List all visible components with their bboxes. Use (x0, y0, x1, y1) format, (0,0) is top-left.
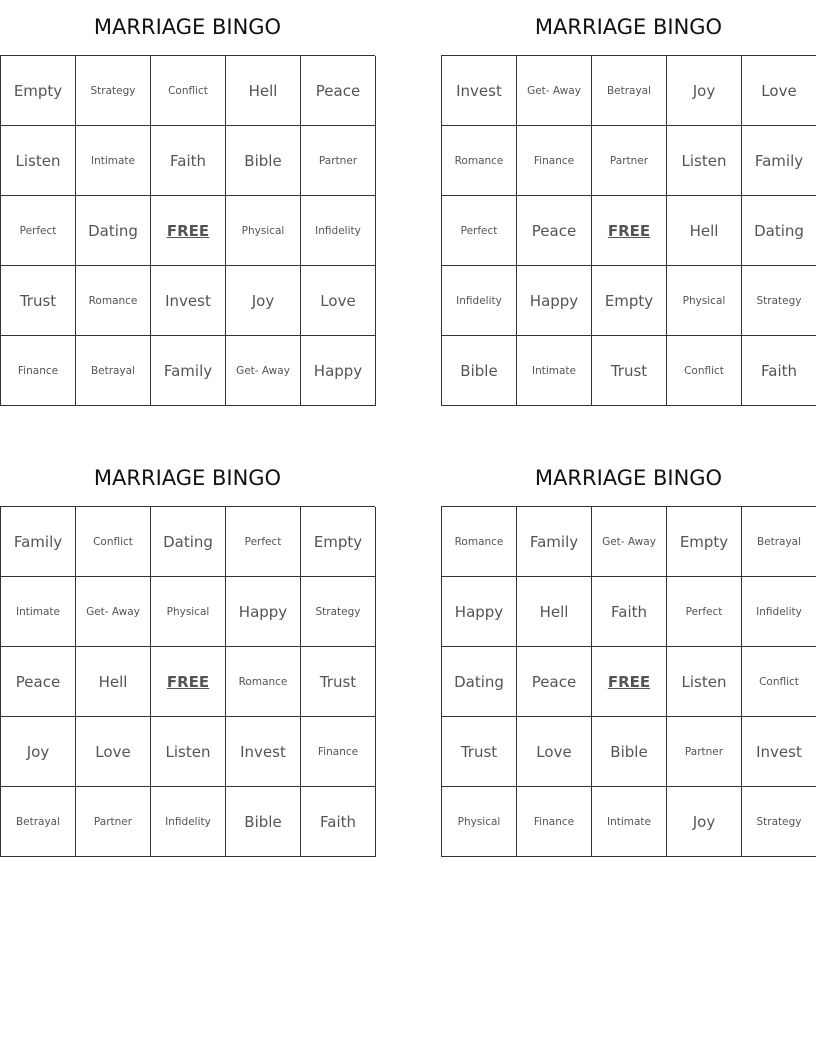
bingo-cell: Faith (592, 577, 667, 647)
bingo-card (0, 461, 375, 857)
bingo-cell: Get- Away (76, 577, 151, 647)
bingo-cell: Perfect (667, 577, 742, 647)
bingo-cell: Joy (226, 266, 301, 336)
bingo-cell: Peace (517, 647, 592, 717)
bingo-cell: Perfect (226, 507, 301, 577)
bingo-grid (441, 55, 816, 406)
free-space-cell: FREE (592, 647, 667, 717)
bingo-cell: Peace (517, 196, 592, 266)
free-space-cell: FREE (151, 196, 226, 266)
bingo-cell: Partner (592, 126, 667, 196)
bingo-cell: Peace (1, 647, 76, 717)
bingo-cell: Perfect (442, 196, 517, 266)
bingo-cell: Hell (517, 577, 592, 647)
bingo-cell: Bible (226, 787, 301, 857)
bingo-cell: Perfect (1, 196, 76, 266)
bingo-cell: Romance (226, 647, 301, 717)
card-title: MARRIAGE BINGO (93, 15, 282, 39)
bingo-cell: Romance (442, 507, 517, 577)
bingo-cell: Strategy (742, 787, 816, 857)
bingo-cell: Get- Away (592, 507, 667, 577)
bingo-cell: Listen (1, 126, 76, 196)
bingo-cell: Betrayal (592, 56, 667, 126)
bingo-cell: Physical (667, 266, 742, 336)
bingo-cell: Bible (442, 336, 517, 406)
bingo-cell: Bible (226, 126, 301, 196)
card-title: MARRIAGE BINGO (93, 466, 282, 490)
bingo-cell: Family (517, 507, 592, 577)
bingo-cell: Love (517, 717, 592, 787)
bingo-grid (441, 506, 816, 857)
bingo-cell: Listen (151, 717, 226, 787)
bingo-cell: Joy (667, 56, 742, 126)
bingo-cell: Physical (151, 577, 226, 647)
bingo-cell: Intimate (517, 336, 592, 406)
bingo-cell: Trust (442, 717, 517, 787)
bingo-cell: Trust (592, 336, 667, 406)
free-space-cell: FREE (151, 647, 226, 717)
bingo-cell: Infidelity (151, 787, 226, 857)
bingo-cell: Finance (517, 126, 592, 196)
bingo-cell: Intimate (592, 787, 667, 857)
bingo-cell: Listen (667, 126, 742, 196)
bingo-cell: Partner (76, 787, 151, 857)
bingo-cell: Get- Away (517, 56, 592, 126)
bingo-cell: Partner (667, 717, 742, 787)
bingo-cell: Bible (592, 717, 667, 787)
bingo-cell: Betrayal (742, 507, 816, 577)
bingo-cell: Dating (151, 507, 226, 577)
bingo-cell: Empty (592, 266, 667, 336)
bingo-cell: Intimate (76, 126, 151, 196)
bingo-cell: Invest (226, 717, 301, 787)
bingo-cell: Faith (742, 336, 816, 406)
bingo-cell: Happy (442, 577, 517, 647)
bingo-cell: Listen (667, 647, 742, 717)
bingo-cell: Physical (442, 787, 517, 857)
bingo-cell: Get- Away (226, 336, 301, 406)
bingo-cell: Invest (442, 56, 517, 126)
bingo-cell: Infidelity (742, 577, 816, 647)
bingo-cell: Hell (76, 647, 151, 717)
bingo-cell: Strategy (742, 266, 816, 336)
bingo-cell: Empty (301, 507, 376, 577)
bingo-cell: Love (301, 266, 376, 336)
bingo-cell: Finance (1, 336, 76, 406)
bingo-card (441, 10, 816, 406)
bingo-cell: Conflict (667, 336, 742, 406)
bingo-cell: Family (742, 126, 816, 196)
bingo-cell: Betrayal (1, 787, 76, 857)
bingo-cell: Romance (442, 126, 517, 196)
bingo-cell: Peace (301, 56, 376, 126)
bingo-cell: Physical (226, 196, 301, 266)
bingo-cell: Joy (667, 787, 742, 857)
bingo-cell: Faith (301, 787, 376, 857)
free-space-cell: FREE (592, 196, 667, 266)
bingo-cell: Empty (667, 507, 742, 577)
bingo-cell: Strategy (301, 577, 376, 647)
bingo-cell: Hell (667, 196, 742, 266)
bingo-cell: Joy (1, 717, 76, 787)
bingo-cell: Happy (226, 577, 301, 647)
bingo-cell: Love (742, 56, 816, 126)
bingo-cell: Dating (742, 196, 816, 266)
bingo-grid (0, 506, 375, 857)
bingo-cell: Partner (301, 126, 376, 196)
bingo-cell: Empty (1, 56, 76, 126)
bingo-cell: Intimate (1, 577, 76, 647)
bingo-cell: Invest (151, 266, 226, 336)
bingo-cell: Dating (76, 196, 151, 266)
bingo-cell: Conflict (151, 56, 226, 126)
bingo-cell: Trust (301, 647, 376, 717)
bingo-cell: Faith (151, 126, 226, 196)
bingo-cell: Conflict (76, 507, 151, 577)
bingo-cell: Conflict (742, 647, 816, 717)
bingo-cell: Infidelity (301, 196, 376, 266)
bingo-cell: Family (151, 336, 226, 406)
bingo-card (441, 461, 816, 857)
bingo-cell: Trust (1, 266, 76, 336)
bingo-cell: Happy (517, 266, 592, 336)
bingo-cell: Happy (301, 336, 376, 406)
bingo-cell: Invest (742, 717, 816, 787)
card-title: MARRIAGE BINGO (534, 466, 723, 490)
bingo-cell: Betrayal (76, 336, 151, 406)
bingo-cell: Finance (517, 787, 592, 857)
bingo-cell: Hell (226, 56, 301, 126)
bingo-cell: Romance (76, 266, 151, 336)
bingo-cell: Love (76, 717, 151, 787)
bingo-cell: Dating (442, 647, 517, 717)
bingo-card (0, 10, 375, 406)
bingo-cell: Strategy (76, 56, 151, 126)
bingo-cell: Finance (301, 717, 376, 787)
card-title: MARRIAGE BINGO (534, 15, 723, 39)
bingo-grid (0, 55, 375, 406)
bingo-cell: Infidelity (442, 266, 517, 336)
bingo-cell: Family (1, 507, 76, 577)
